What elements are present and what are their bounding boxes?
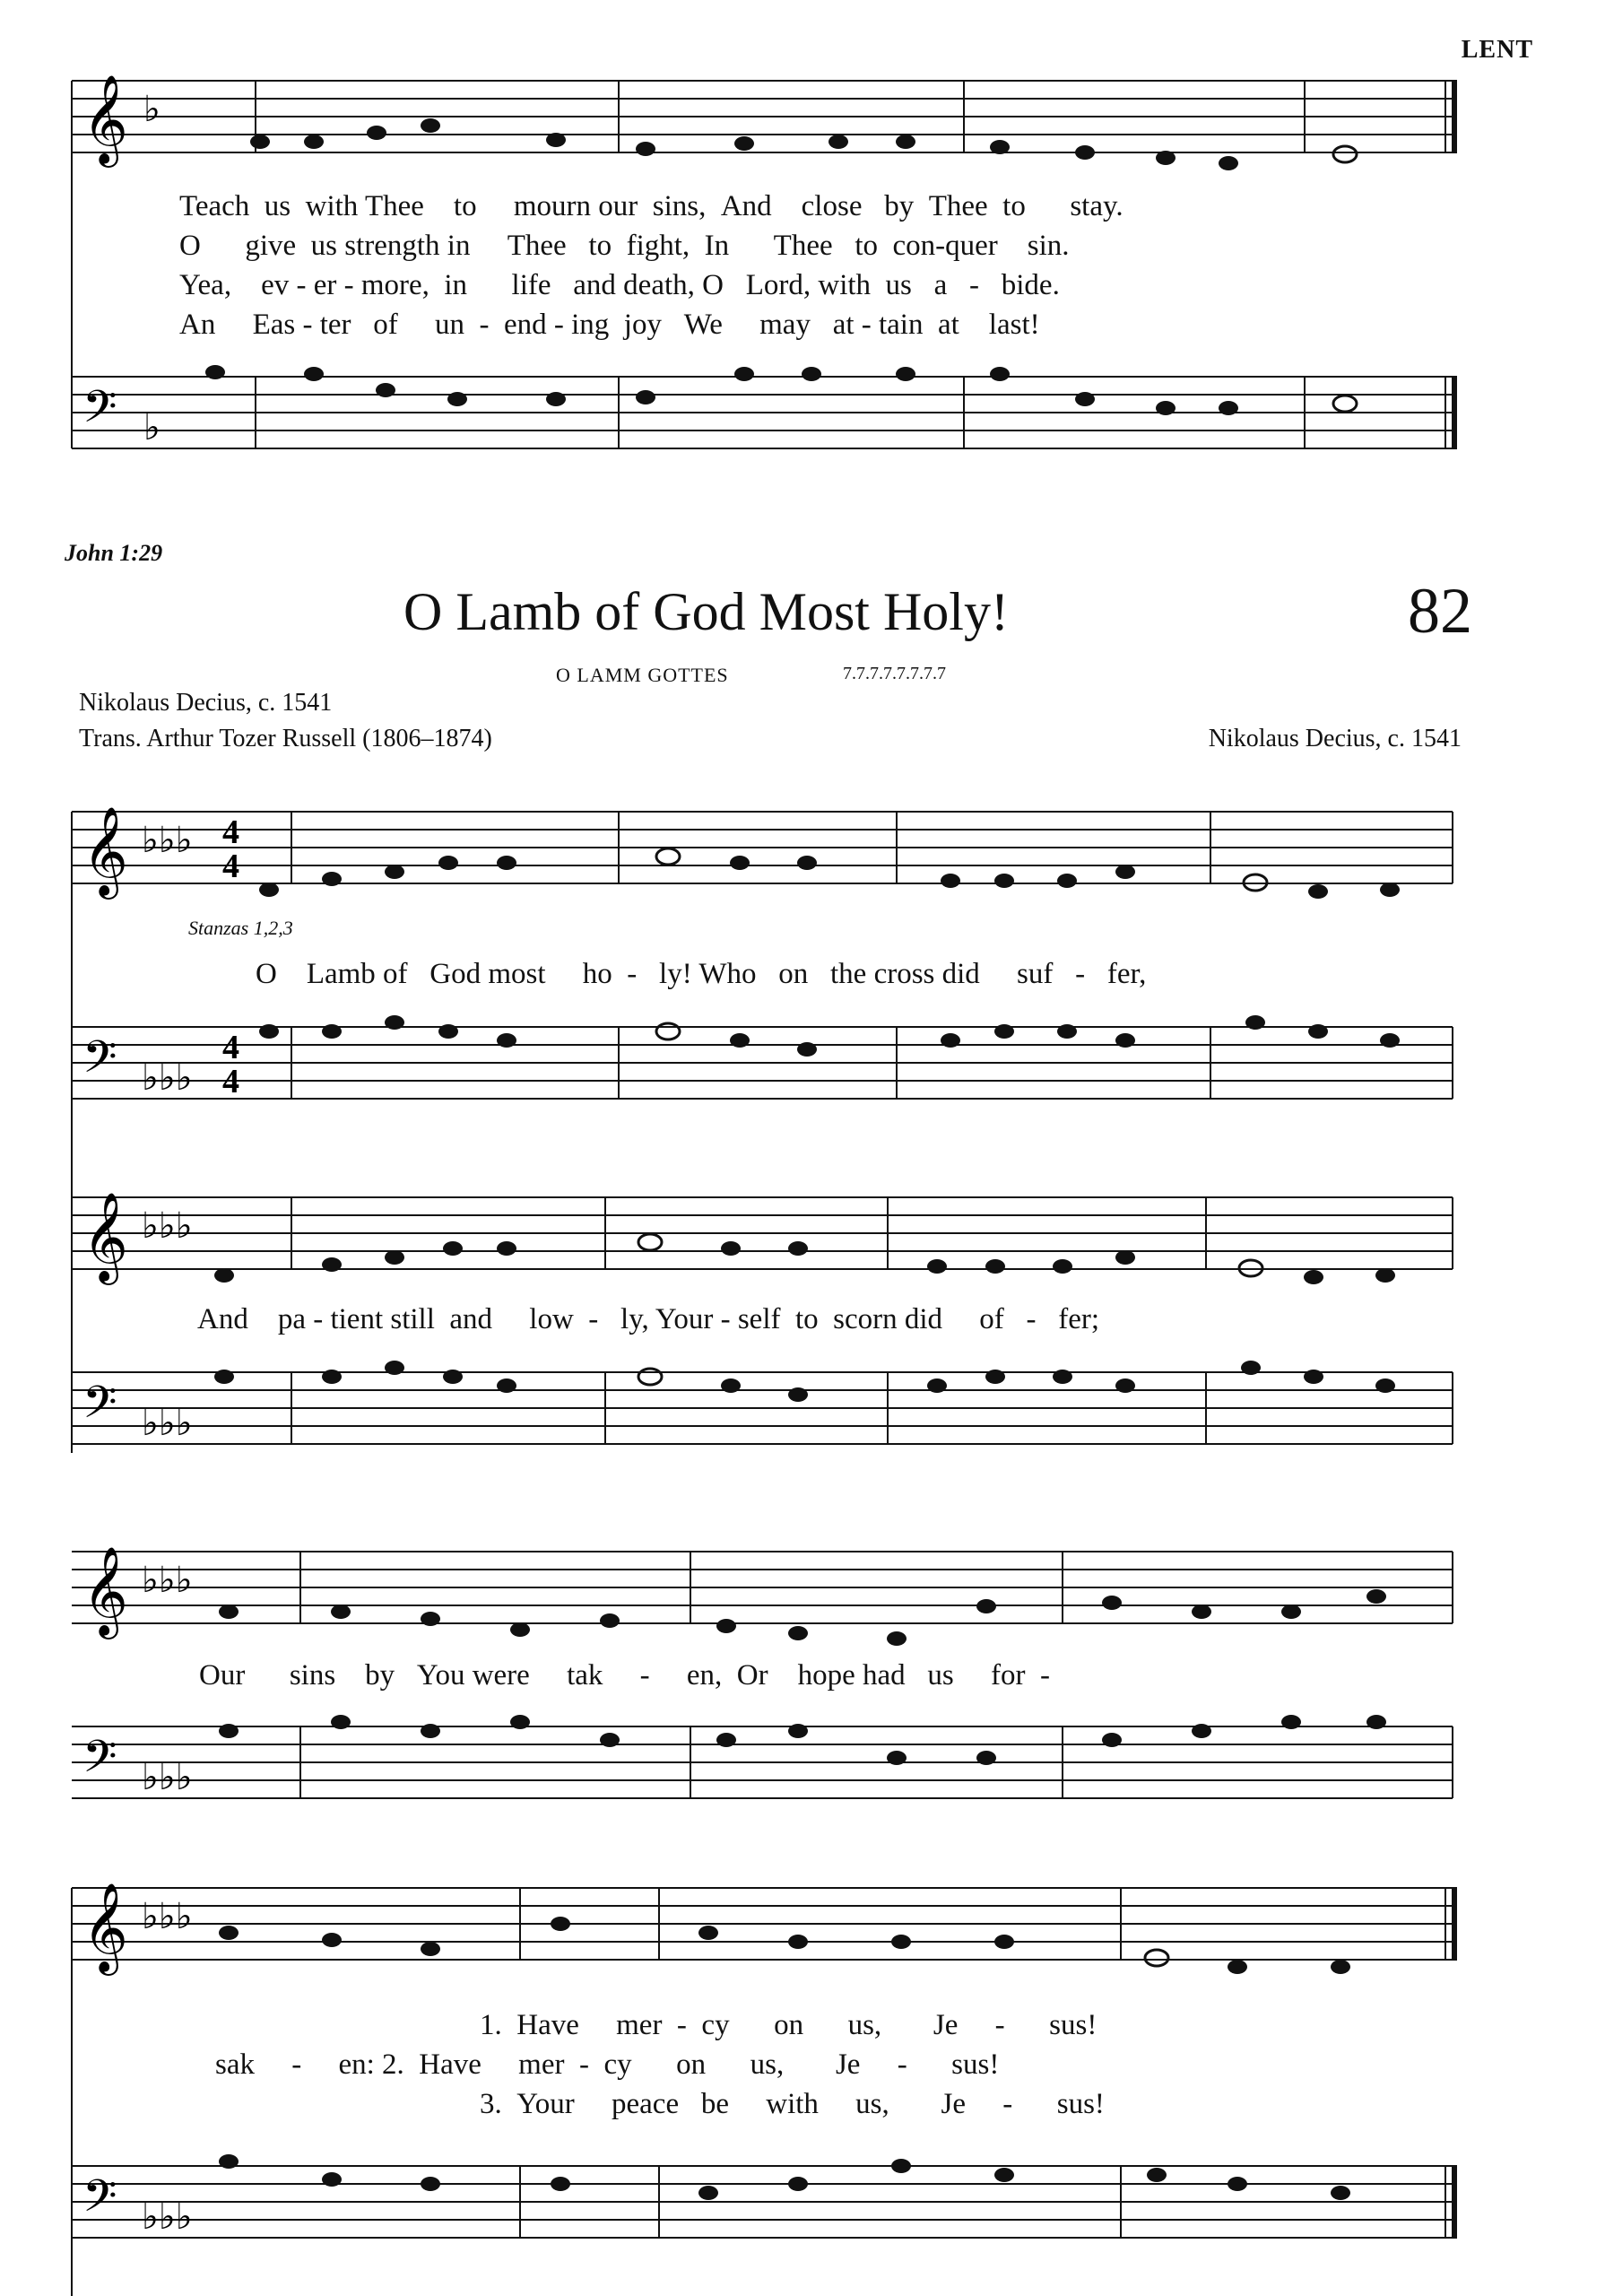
system3-bass-staff	[0, 1704, 1605, 1830]
system1-bass-staff	[0, 1004, 1605, 1121]
hymn-title: O Lamb of God Most Holy!	[403, 582, 1009, 641]
treble-clef-icon: 𝄞	[82, 1546, 128, 1636]
svg-text:♭: ♭	[143, 89, 160, 130]
system4-treble-staff	[0, 1852, 1605, 1982]
bass-clef-icon: 𝄢	[82, 1031, 117, 1094]
svg-text:♭♭♭: ♭♭♭	[142, 1057, 193, 1099]
music-author: Nikolaus Decius, c. 1541	[1208, 725, 1462, 752]
tune-name: O LAMM GOTTES	[556, 664, 729, 686]
system4-lyrics-line-3: 3. Your peace be with us, Je - sus!	[480, 2088, 1105, 2120]
hymn-number: 82	[1408, 575, 1472, 647]
bass-clef-icon: 𝄢	[82, 1377, 117, 1439]
svg-text:4: 4	[222, 813, 239, 851]
treble-clef-icon: 𝄞	[82, 1883, 128, 1972]
system3-lyrics: Our sins by You were tak - en, Or hope had us for -	[199, 1659, 1050, 1692]
system2-treble-staff	[0, 1166, 1605, 1292]
section-label: LENT	[1461, 36, 1533, 64]
system4-bass-staff	[0, 2130, 1605, 2265]
system4-lyrics-line-1: 1. Have mer - cy on us, Je - sus!	[480, 2009, 1097, 2041]
bass-clef-icon: 𝄢	[82, 381, 117, 444]
svg-text:♭♭♭: ♭♭♭	[142, 1403, 193, 1444]
svg-text:4: 4	[222, 1063, 239, 1100]
system4-lyrics-line-2: sak - en: 2. Have mer - cy on us, Je - sus!	[215, 2048, 1000, 2081]
system3-treble-staff	[0, 1520, 1605, 1646]
treble-clef-icon: 𝄞	[82, 806, 128, 896]
svg-text:4: 4	[222, 848, 239, 885]
text-author: Nikolaus Decius, c. 1541	[79, 689, 333, 717]
system1-treble-staff	[0, 780, 1605, 906]
prev-bass-staff	[0, 354, 1605, 471]
svg-text:♭♭♭: ♭♭♭	[142, 820, 193, 861]
bass-clef-icon: 𝄢	[82, 2170, 117, 2233]
system2-lyrics: And pa - tient still and low - ly, Your - self to scorn did of - fer;	[197, 1303, 1100, 1335]
meter: 7.7.7.7.7.7.7.7	[843, 664, 946, 683]
scripture-reference: John 1:29	[65, 540, 163, 566]
system1-lyrics: O Lamb of God most ho - ly! Who on the cross did suf - fer,	[256, 958, 1147, 990]
svg-text:♭♭♭: ♭♭♭	[142, 1205, 193, 1247]
prev-lyric-line-1: Teach us with Thee to mourn our sins, And close by Thee to stay.	[179, 190, 1124, 222]
svg-text:♭: ♭	[143, 407, 160, 448]
bass-clef-icon: 𝄢	[82, 1731, 117, 1794]
stanzas-note: Stanzas 1,2,3	[188, 917, 293, 939]
svg-text:♭♭♭: ♭♭♭	[142, 1896, 193, 1937]
svg-text:♭♭♭: ♭♭♭	[142, 2196, 193, 2238]
treble-clef-icon: 𝄞	[82, 74, 128, 164]
svg-text:♭♭♭: ♭♭♭	[142, 1560, 193, 1601]
prev-lyric-line-2: O give us strength in Thee to fight, In Thee to con-quer sin.	[179, 230, 1070, 262]
translator: Trans. Arthur Tozer Russell (1806–1874)	[79, 725, 492, 752]
prev-lyric-line-3: Yea, ev - er - more, in life and death, O Lord, with us a - bide.	[179, 269, 1060, 301]
svg-text:♭♭♭: ♭♭♭	[142, 1757, 193, 1798]
system2-bass-staff	[0, 1350, 1605, 1466]
treble-clef-icon: 𝄞	[82, 1192, 128, 1282]
svg-text:4: 4	[222, 1029, 239, 1066]
prev-lyric-line-4: An Eas - ter of un - end - ing joy We may at - tain at last!	[179, 309, 1040, 341]
